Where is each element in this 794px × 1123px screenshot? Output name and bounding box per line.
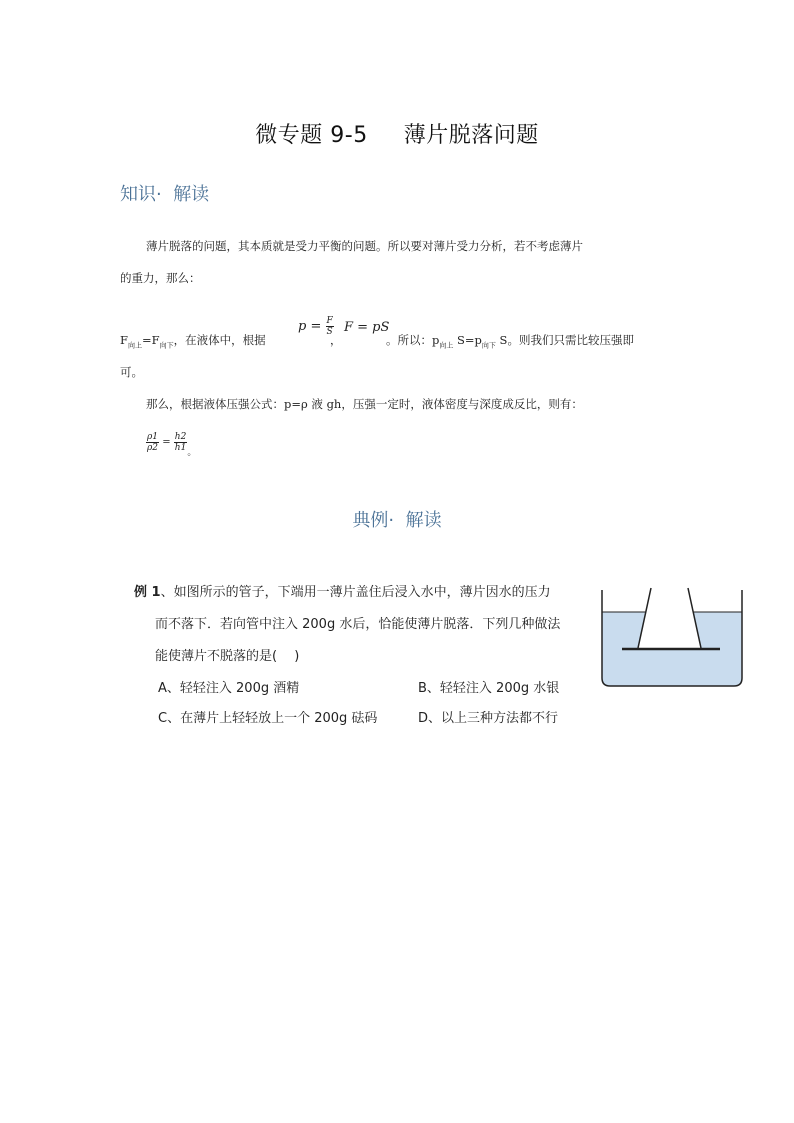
section2-heading-word1: 典例· (352, 510, 395, 531)
example1-line3: 能使薄片不脱落的是( ) (155, 649, 300, 664)
pressure-formula: p = $\frac{F}{S}$ (298, 316, 333, 337)
pressure-conclusion-text: 。所以：$p_{向上}$ $S=p_{向下}$ S。则我们只需比较压强即 (386, 333, 634, 350)
beaker-diagram (596, 586, 748, 690)
section2-heading-word2: 解读 (405, 510, 442, 531)
section-heading-examples (0, 506, 794, 532)
example1-line2: 而不落下．若向管中注入 200g 水后，恰能使薄片脱落．下列几种做法 (155, 617, 561, 632)
paragraph1-line1: 薄片脱落的问题，其本质就是受力平衡的问题。所以要对薄片受力分析，若不考虑薄片 (146, 239, 583, 253)
page-title (0, 118, 794, 149)
section-heading-knowledge (120, 180, 209, 206)
example1-label: 例 1 (134, 585, 161, 600)
density-ratio-formula: $\frac{\rho 1}{\rho 2}$ = $\frac{h2}{h1}$ 。 (147, 432, 197, 458)
option-c: C、在薄片上轻轻放上一个 200g 砝码 (158, 711, 378, 726)
force-formula: F = pS (344, 320, 390, 335)
tube-interior (638, 588, 701, 648)
paragraph2-line2: 可。 (120, 365, 143, 379)
section-heading-word2: 解读 (173, 184, 210, 205)
paragraph2-line1 (120, 316, 680, 356)
title-part1: 微专题 9-5 (255, 123, 368, 148)
option-d: D、以上三种方法都不行 (418, 711, 559, 726)
force-balance-text: $F_{向上}=F_{向下}$，在液体中，根据 (120, 333, 266, 350)
section-heading-word1: 知识· (120, 184, 162, 205)
paragraph1-line2: 的重力，那么： (120, 271, 201, 285)
title-part2: 薄片脱落问题 (403, 123, 539, 148)
example1-line1: 例 1、如图所示的管子，下端用一薄片盖住后浸入水中，薄片因水的压力 (134, 585, 551, 600)
paragraph3-line1: 那么，根据液体压强公式：p=ρ 液 gh，压强一定时，液体密度与深度成反比，则有： (146, 397, 583, 411)
option-b: B、轻轻注入 200g 水银 (418, 681, 560, 696)
formula-comma: ， (330, 333, 342, 347)
option-a: A、轻轻注入 200g 酒精 (158, 681, 300, 696)
